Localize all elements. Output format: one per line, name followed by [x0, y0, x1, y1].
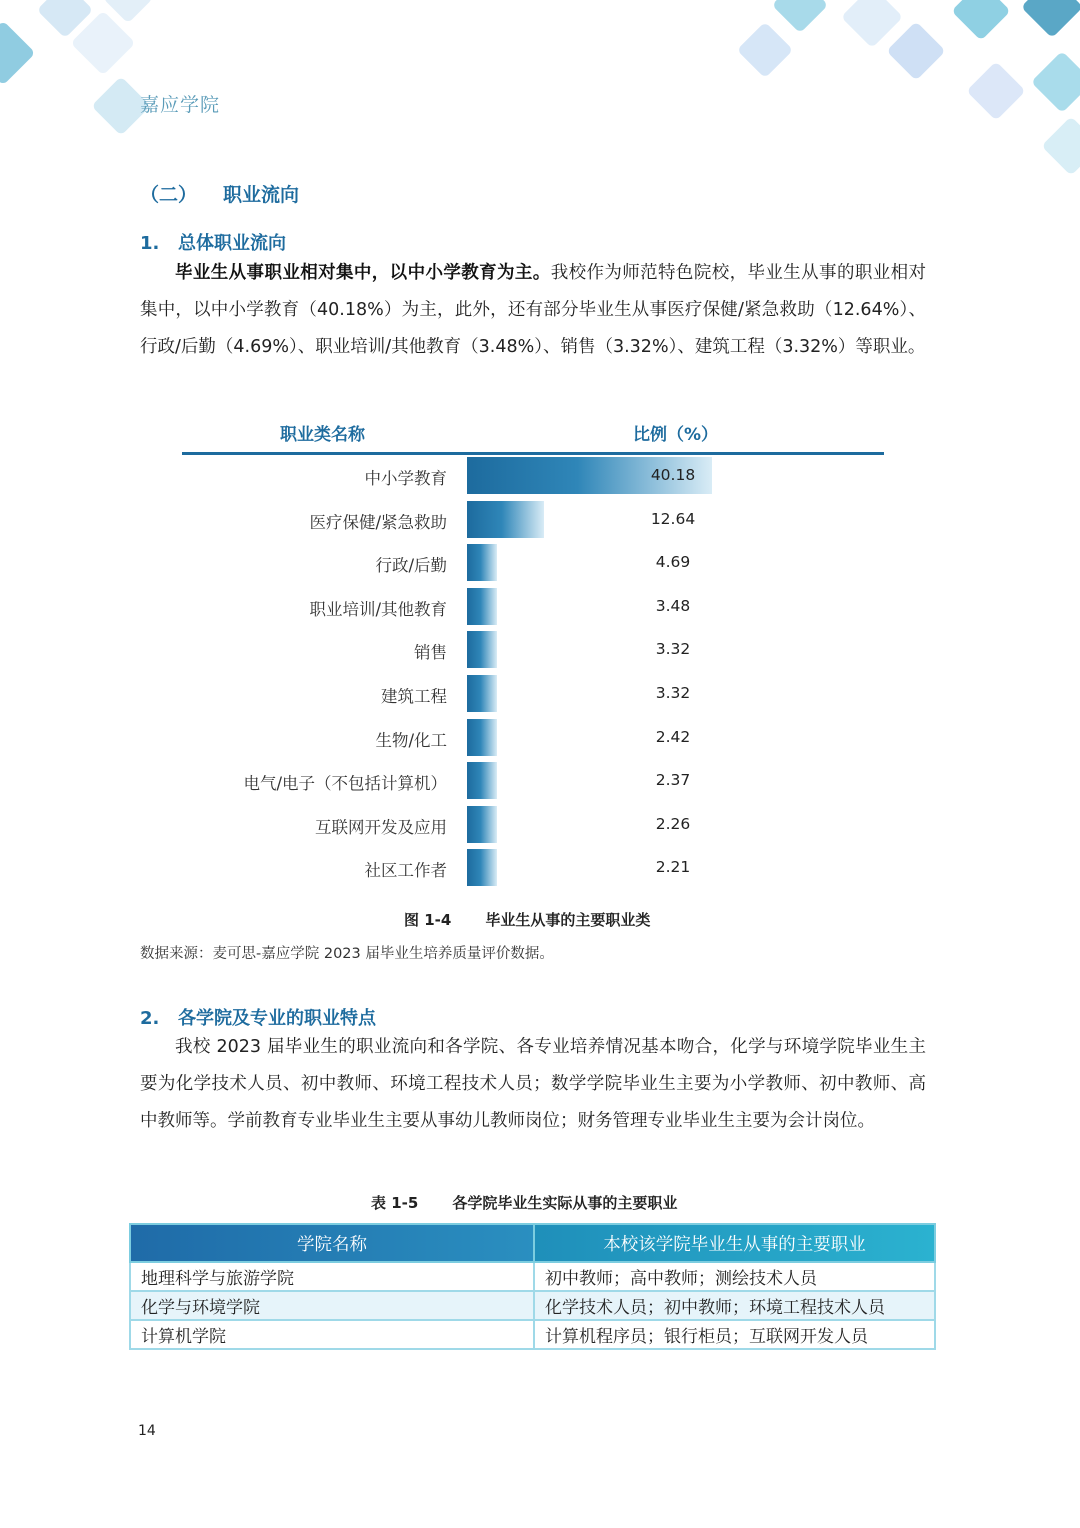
figure-label: 图 1-4 — [404, 911, 452, 929]
chart-bar — [467, 806, 497, 843]
chart-value-label: 40.18 — [650, 466, 696, 484]
chart-bar — [467, 849, 497, 886]
chart-value-label: 4.69 — [655, 553, 691, 572]
chart-column-header-ratio: 比例（%） — [633, 425, 719, 445]
table-cell-occupations: 初中教师；高中教师；测绘技术人员 — [534, 1262, 935, 1291]
chart-value-label: 2.37 — [655, 771, 691, 790]
chart-category-label: 中小学教育 — [364, 469, 447, 488]
table-cell-college: 化学与环境学院 — [130, 1291, 534, 1320]
page-number: 14 — [138, 1423, 156, 1439]
section-heading — [140, 180, 299, 207]
chart-value-label: 3.32 — [655, 640, 691, 659]
chart-category-label: 互联网开发及应用 — [315, 817, 447, 837]
table-cell-occupations: 化学技术人员；初中教师；环境工程技术人员 — [534, 1291, 935, 1320]
data-source-note: 数据来源：麦可思-嘉应学院 2023 届毕业生培养质量评价数据。 — [140, 946, 554, 962]
table-cell-college: 地理科学与旅游学院 — [130, 1262, 534, 1291]
table-row — [130, 1291, 935, 1320]
chart-bar — [467, 762, 497, 799]
college-occupation-table — [129, 1223, 936, 1350]
table-row — [130, 1320, 935, 1349]
chart-value-label: 12.64 — [650, 509, 696, 528]
table-caption — [371, 1192, 677, 1213]
chart-header-rule — [182, 452, 884, 455]
chart-bar — [467, 719, 497, 756]
section-title: 职业流向 — [223, 184, 300, 206]
chart-bar — [467, 544, 497, 581]
subsection-title: 各学院及专业的职业特点 — [178, 1008, 376, 1029]
table-title: 各学院毕业生实际从事的主要职业 — [452, 1194, 678, 1212]
table-label: 表 1-5 — [371, 1194, 419, 1212]
chart-category-label: 医疗保健/紧急救助 — [309, 512, 447, 532]
chart-column-header-category: 职业类名称 — [280, 425, 365, 445]
table-row — [130, 1262, 935, 1291]
chart-category-label: 职业培训/其他教育 — [309, 599, 447, 619]
figure-caption — [404, 909, 650, 930]
paragraph-body: 我校作为师范特色院校，毕业生从事的职业相对集中，以中小学教育（40.18%）为主，此外，还有部分毕业生从事医疗保健/紧急救助（12.64%）、行政/后勤（4.69%）、职业培训/其他教育（3.48%）、销售（3.32%）、建筑工程（3.32%）等职业。 — [140, 263, 927, 357]
subsection-heading-2 — [140, 1004, 376, 1030]
chart-category-label: 行政/后勤 — [375, 556, 447, 576]
chart-category-label: 建筑工程 — [381, 687, 447, 706]
table-cell-occupations: 计算机程序员；银行柜员；互联网开发人员 — [534, 1320, 935, 1349]
table-header-row — [130, 1224, 935, 1262]
chart-bar — [467, 588, 497, 625]
paragraph-lead: 毕业生从事职业相对集中，以中小学教育为主。 — [175, 263, 551, 283]
chart-category-label: 销售 — [414, 643, 447, 663]
chart-value-label: 3.32 — [655, 684, 691, 702]
subsection-number: 1. — [140, 233, 160, 254]
subsection-title: 总体职业流向 — [178, 233, 286, 254]
section-number: （二） — [140, 184, 198, 206]
table-cell-college: 计算机学院 — [130, 1320, 534, 1349]
chart-value-label: 2.26 — [655, 814, 691, 833]
chart-value-label: 2.42 — [655, 727, 691, 746]
subsection-heading-1 — [140, 229, 286, 255]
chart-bar — [467, 675, 497, 712]
figure-title: 毕业生从事的主要职业类 — [485, 911, 651, 929]
table-header-college: 学院名称 — [130, 1224, 534, 1262]
institution-name: 嘉应学院 — [140, 94, 221, 116]
subsection-number: 2. — [140, 1008, 160, 1029]
paragraph-college-characteristics: 我校 2023 届毕业生的职业流向和各学院、各专业培养情况基本吻合，化学与环境学院毕业生主要为化学技术人员、初中教师、环境工程技术人员；数学学院毕业生主要为小学教师、初中教师、高中教师等。学前教育专业毕业生主要从事幼儿教师岗位；财务管理专业毕业生主要为会计岗位。 — [140, 1037, 926, 1131]
table-header-occupations: 本校该学院毕业生从事的主要职业 — [534, 1224, 935, 1262]
chart-bar — [467, 631, 497, 668]
chart-category-label: 生物/化工 — [375, 730, 447, 750]
chart-value-label: 3.48 — [655, 596, 691, 615]
chart-bar — [467, 501, 544, 538]
chart-value-label: 2.21 — [655, 858, 691, 877]
chart-category-label: 社区工作者 — [364, 861, 447, 881]
paragraph-occupation-overview — [140, 255, 926, 366]
chart-category-label: 电气/电子（不包括计算机） — [243, 774, 447, 794]
